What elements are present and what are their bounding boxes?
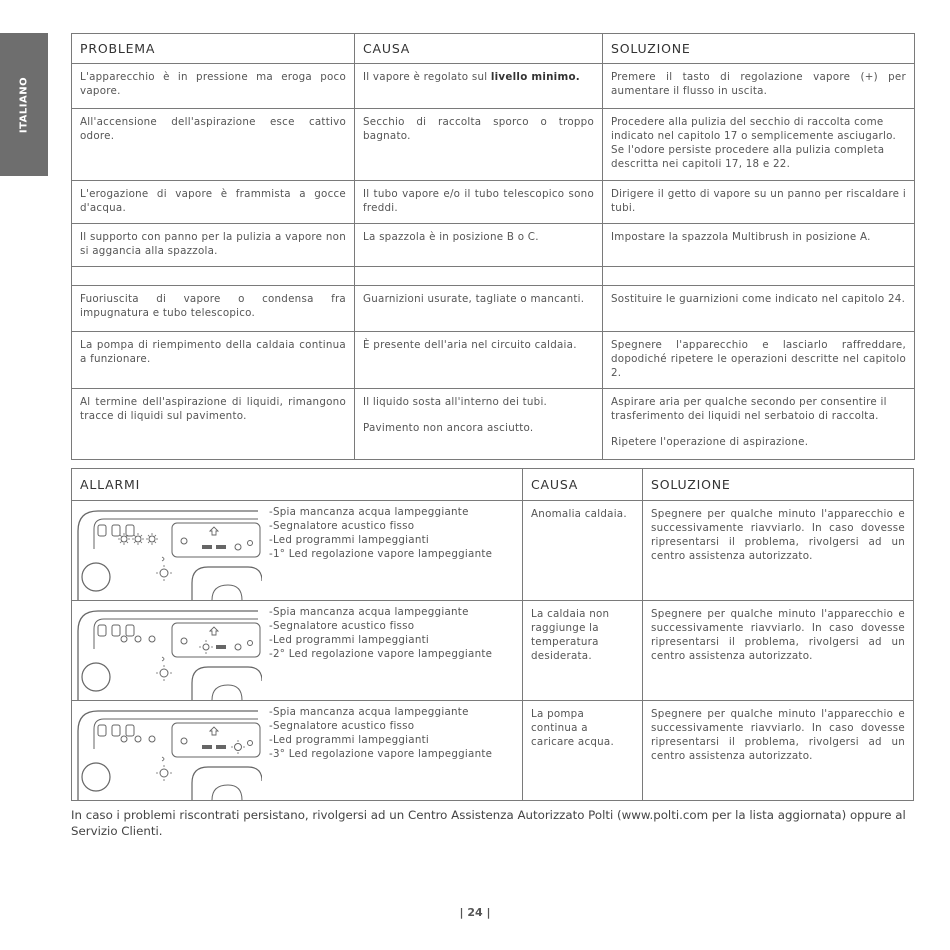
solution-cell: Premere il tasto di regolazione vapore (+) per aumentare il flusso in uscita.: [603, 64, 915, 109]
page-number: | 24 |: [459, 906, 491, 919]
problems-header-row: [72, 34, 915, 64]
alarm-line: -Segnalatore acustico fisso: [269, 520, 415, 532]
problem-cell: Al termine dell'aspirazione di liquidi, rimangono tracce di liquidi sul pavimento.: [72, 389, 355, 460]
problem-cell: L'erogazione di vapore è frammista a gocce d'acqua.: [72, 181, 355, 224]
alarms-table: [71, 468, 914, 801]
alarm-line: -Spia mancanza acqua lampeggiante: [269, 606, 469, 618]
alarm-line: -Spia mancanza acqua lampeggiante: [269, 706, 469, 718]
cause-emphasis: livello minimo.: [490, 71, 580, 83]
header-soluzione: SOLUZIONE: [603, 34, 915, 64]
alarm-indicators: [269, 505, 492, 561]
language-tab: [0, 33, 48, 176]
alarm-solution-cell: Spegnere per qualche minuto l'apparecchio e successivamente riavviarlo. In caso dovesse ripresentarsi il problema, rivolgersi ad un centro assistenza autorizzato.: [643, 601, 914, 701]
problem-cell: [72, 267, 355, 286]
solution-text: Aspirare aria per qualche secondo per consentire il trasferimento dei liquidi nel serbatoio di raccolta.: [611, 396, 887, 422]
alarm-solution-cell: Spegnere per qualche minuto l'apparecchio e successivamente riavviarlo. In caso dovesse ripresentarsi il problema, rivolgersi ad un centro assistenza autorizzato.: [643, 501, 914, 601]
cause-cell: È presente dell'aria nel circuito caldaia.: [355, 332, 603, 389]
problem-cell: All'accensione dell'aspirazione esce cattivo odore.: [72, 109, 355, 181]
alarm-line: -Segnalatore acustico fisso: [269, 620, 415, 632]
cause-cell: [355, 389, 603, 460]
table-row: [72, 109, 915, 181]
table-row: [72, 64, 915, 109]
alarm-solution-cell: Spegnere per qualche minuto l'apparecchio e successivamente riavviarlo. In caso dovesse ripresentarsi il problema, rivolgersi ad un centro assistenza autorizzato.: [643, 701, 914, 801]
alarm-cell: [72, 501, 523, 601]
problem-cell: La pompa di riempimento della caldaia continua a funzionare.: [72, 332, 355, 389]
alarm-cell: [72, 701, 523, 801]
alarm-cause-cell: La pompa continua a caricare acqua.: [523, 701, 643, 801]
alarm-cause-cell: La caldaia non raggiunge la temperatura desiderata.: [523, 601, 643, 701]
alarm-line: -Spia mancanza acqua lampeggiante: [269, 506, 469, 518]
assistance-note: In caso i problemi riscontrati persistano, rivolgersi ad un Centro Assistenza Autorizzato Polti (www.polti.com per la lista aggiornata) oppure al Servizio Clienti.: [71, 808, 906, 838]
control-panel-illustration: [72, 601, 262, 700]
cause-cell: [355, 64, 603, 109]
cause-cell: Guarnizioni usurate, tagliate o mancanti.: [355, 286, 603, 332]
table-row: [72, 389, 915, 460]
control-panel-illustration: [72, 701, 262, 800]
alarm-line: -1° Led regolazione vapore lampeggiante: [269, 548, 493, 560]
header-problema: PROBLEMA: [72, 34, 355, 64]
table-row: [72, 286, 915, 332]
cause-text: Il liquido sosta all'interno dei tubi.: [363, 396, 548, 408]
solution-text-secondary: Ripetere l'operazione di aspirazione.: [611, 436, 809, 448]
header-allarmi: ALLARMI: [72, 469, 523, 501]
table-row: [72, 501, 914, 601]
table-row: [72, 224, 915, 267]
table-row: [72, 601, 914, 701]
alarms-header-row: [72, 469, 914, 501]
alarm-indicators: [269, 705, 492, 761]
alarm-line: -Led programmi lampeggianti: [269, 534, 430, 546]
solution-cell: Dirigere il getto di vapore su un panno per riscaldare i tubi.: [603, 181, 915, 224]
problem-cell: Il supporto con panno per la pulizia a vapore non si aggancia alla spazzola.: [72, 224, 355, 267]
alarm-cause-cell: Anomalia caldaia.: [523, 501, 643, 601]
table-row: [72, 181, 915, 224]
problems-table: [71, 33, 915, 460]
alarm-cell: [72, 601, 523, 701]
cause-cell: Secchio di raccolta sporco o troppo bagnato.: [355, 109, 603, 181]
cause-text: Il vapore è regolato sul: [363, 71, 491, 83]
header-soluzione: SOLUZIONE: [643, 469, 914, 501]
alarm-line: -Led programmi lampeggianti: [269, 634, 430, 646]
cause-cell: Il tubo vapore e/o il tubo telescopico sono freddi.: [355, 181, 603, 224]
control-panel-illustration: [72, 501, 262, 600]
header-causa: CAUSA: [523, 469, 643, 501]
problem-cell: L'apparecchio è in pressione ma eroga poco vapore.: [72, 64, 355, 109]
cause-text-secondary: Pavimento non ancora asciutto.: [363, 422, 534, 434]
language-label: ITALIANO: [18, 76, 30, 133]
cause-cell: [355, 267, 603, 286]
solution-cell: Impostare la spazzola Multibrush in posizione A.: [603, 224, 915, 267]
alarm-line: -2° Led regolazione vapore lampeggiante: [269, 648, 493, 660]
solution-cell: [603, 267, 915, 286]
solution-cell: Spegnere l'apparecchio e lasciarlo raffreddare, dopodiché ripetere le operazioni descritte nel capitolo 2.: [603, 332, 915, 389]
solution-cell: Sostituire le guarnizioni come indicato nel capitolo 24.: [603, 286, 915, 332]
problem-cell: Fuoriuscita di vapore o condensa fra impugnatura e tubo telescopico.: [72, 286, 355, 332]
alarm-line: -Led programmi lampeggianti: [269, 734, 430, 746]
empty-row: [72, 267, 915, 286]
alarm-line: -Segnalatore acustico fisso: [269, 720, 415, 732]
table-row: [72, 701, 914, 801]
solution-cell: Procedere alla pulizia del secchio di raccolta come indicato nel capitolo 17 o semplicemente asciugarlo. Se l'odore persiste procedere alla pulizia completa descritta nei capitoli 17, 18 e 22.: [603, 109, 915, 181]
header-causa: CAUSA: [355, 34, 603, 64]
solution-cell: [603, 389, 915, 460]
alarm-indicators: [269, 605, 492, 661]
cause-cell: La spazzola è in posizione B o C.: [355, 224, 603, 267]
table-row: [72, 332, 915, 389]
alarm-line: -3° Led regolazione vapore lampeggiante: [269, 748, 493, 760]
